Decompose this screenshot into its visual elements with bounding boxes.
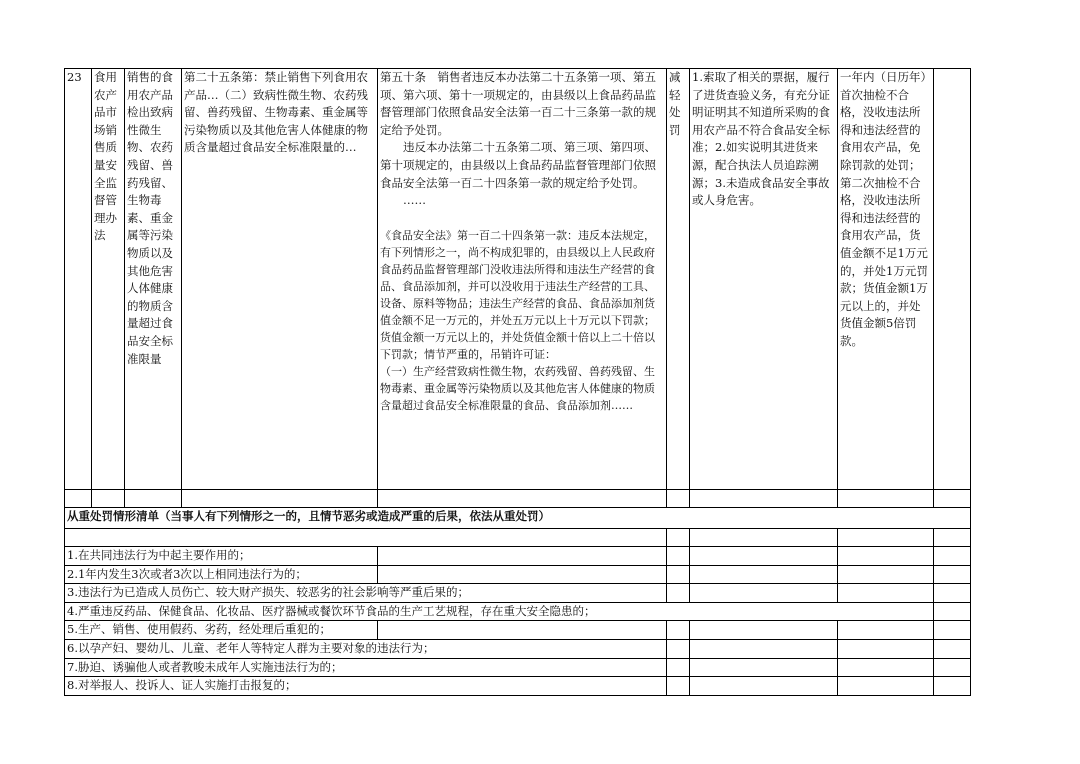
aggravated-heading-row	[65, 508, 971, 529]
penalty-basis-cell	[378, 69, 667, 490]
aggravated-item-4: 4.严重违反药品、保健食品、化妆品、医疗器械或餐饮环节食品的生产工艺规程，存在重大安全隐患的；	[65, 602, 934, 621]
basis-ellipsis: ……	[403, 193, 426, 208]
aggravated-item-7: 7.胁迫、诱骗他人或者教唆未成年人实施违法行为的；	[65, 658, 667, 677]
aggravated-item-3: 3.违法行为已造成人员伤亡、较大财产损失、较恶劣的社会影响等严重后果的；	[65, 584, 667, 603]
penalty-type-cell: 减轻处罚	[667, 69, 690, 490]
basis-article-50: 第五十条 销售者违反本办法第二十五条第一项、第五项、第六项、第十一项规定的，由县级以上食品药品监督管理部门依照食品安全法第一百二十三条第一款的规定给予处罚。	[380, 70, 656, 137]
list-blank-row	[65, 529, 971, 547]
violation-cell: 销售的食用农产品检出致病性微生物、农药残留、兽药残留、生物毒素、重金属等污染物质以及其他危害人体健康的物质含量超过食品安全标准限量	[125, 69, 182, 490]
blank-row	[65, 490, 971, 508]
penalty-standard-sheet	[64, 68, 970, 696]
list-item	[65, 584, 971, 603]
aggravated-item-1: 1.在共同违法行为中起主要作用的；	[65, 547, 378, 566]
row-number: 23	[65, 69, 92, 490]
law-name-cell: 食用农产品市场销售质量安全监督管理办法	[92, 69, 125, 490]
basis-food-safety-item-1: （一）生产经营致病性微生物，农药残留、兽药残留、生物毒素、重金属等污染物质以及其他危害人体健康的物质含量超过食品安全标准限量的食品、食品添加剂……	[380, 364, 655, 412]
aggravated-item-2: 2.1年内发生3次或者3次以上相同违法行为的；	[65, 565, 378, 584]
list-item	[65, 658, 971, 677]
aggravated-item-8: 8.对举报人、投诉人、证人实施打击报复的；	[65, 677, 667, 696]
list-item	[65, 547, 971, 566]
list-item	[65, 677, 971, 696]
penalty-table	[64, 68, 971, 696]
basis-food-safety-law: 《食品安全法》第一百二十四条第一款：违反本法规定，有下列情形之一，尚不构成犯罪的，由县级以上人民政府食品药品监督管理部门没收违法所得和违法生产经营的食品、食品添加剂，并可以没收用于违法生产经营的工具、设备、原料等物品；违法生产经营的食品、食品添加剂货值金额不足一万元的，并处五万元以上十万元以下罚款；货值金额一万元以上的，并处货值金额十倍以上二十倍以下罚款；情节严重的，吊销许可证：	[380, 228, 655, 361]
discretion-cell: 一年内（日历年）首次抽检不合格，没收违法所得和违法经营的食用农产品，免除罚款的处罚；第二次抽检不合格，没收违法所得和违法经营的食用农产品，货值金额不足1万元的，并处1万元罚款；货值金额1万元以上的，并处货值金额5倍罚款。	[838, 69, 934, 490]
basis-spacer	[380, 210, 664, 227]
list-item	[65, 639, 971, 658]
circumstances-cell: 1.索取了相关的票据，履行了进货查验义务，有充分证明证明其不知道所采购的食用农产品不符合食品安全标准；2.如实说明其进货来源，配合执法人员追踪溯源；3.未造成食品安全事故或人身危害。	[690, 69, 838, 490]
list-item	[65, 602, 971, 621]
aggravated-item-5: 5.生产、销售、使用假药、劣药，经处理后重犯的；	[65, 621, 378, 640]
table-row	[65, 69, 971, 490]
aggravated-item-6: 6.以孕产妇、婴幼儿、儿童、老年人等特定人群为主要对象的违法行为；	[65, 639, 667, 658]
list-item	[65, 621, 971, 640]
basis-article-50-second: 违反本办法第二十五条第二项、第三项、第四项、第十项规定的，由县级以上食品药品监督管理部门依照食品安全法第一百二十四条第一款的规定给予处罚。	[380, 140, 656, 190]
aggravated-heading: 从重处罚情形清单（当事人有下列情形之一的，且情节恶劣或造成严重的后果，依法从重处罚）	[65, 508, 971, 529]
violated-article-cell: 第二十五条第：禁止销售下列食用农产品…（二）致病性微生物、农药残留、兽药残留、生物毒素、重金属等污染物质以及其他危害人体健康的物质含量超过食品安全标准限量的…	[182, 69, 378, 490]
remarks-cell	[934, 69, 971, 490]
list-item	[65, 565, 971, 584]
